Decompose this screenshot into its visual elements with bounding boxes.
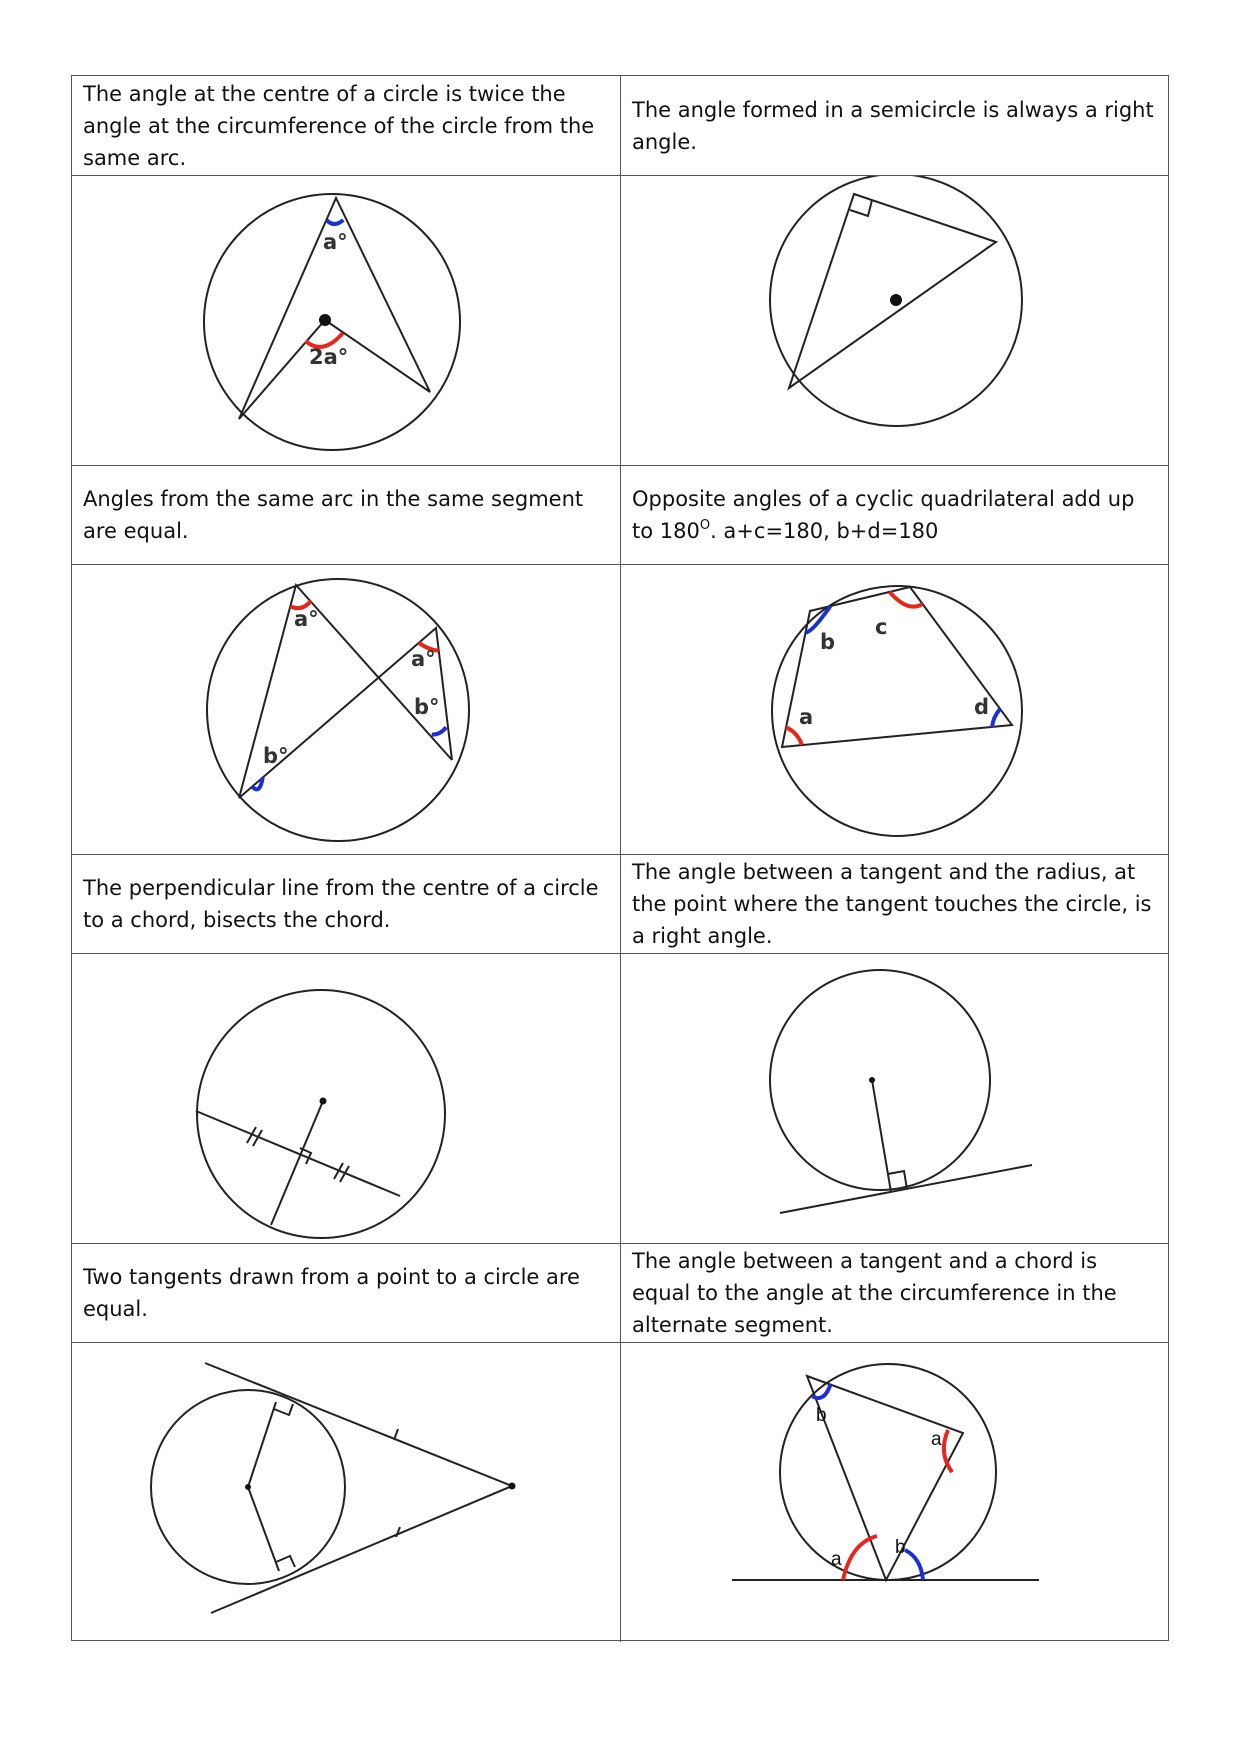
angle-label-a: a° [323,230,348,254]
diagram-same-segment [72,565,621,854]
angle-label-b: b [895,1537,906,1558]
angle-arc-a [327,220,344,224]
tick-mark [396,1527,400,1537]
theorem-text: The angle between a tangent and the radius, at the point where the tangent touches the circle, is a right angle. [632,860,1152,948]
diagram-row-1 [72,175,1168,465]
theorem-cell-2 [621,76,1170,175]
text-part: . a+c=180, b+d=180 [710,519,939,543]
diagram-perpendicular-bisector [72,954,621,1243]
upper-tangent [205,1363,512,1486]
diagram-semicircle [621,176,1170,465]
diagram-two-tangents [72,1343,621,1642]
right-triangle [789,194,996,388]
text-row-3 [72,854,1168,953]
angle-label-a: a [831,1549,842,1570]
two-tangents-figure [72,1343,621,1633]
angle-arc-b-right [432,727,447,734]
angle-label-b: b [820,630,836,654]
right-angle-mark [850,200,872,216]
theorem-cell-4 [621,466,1170,564]
circle [770,970,990,1190]
theorem-cell-5 [72,855,621,953]
angle-label-a: a [799,705,814,729]
perpendicular-bisector-figure [72,954,621,1244]
diagram-tangent-radius [621,954,1170,1243]
angle-label-c: c [875,615,888,639]
text-row-4 [72,1243,1168,1342]
theorem-text: The angle between a tangent and a chord is equal to the angle at the circumference in the alternate segment. [632,1249,1117,1337]
angle-label-b: b [816,1405,827,1426]
theorem-cell-7 [72,1244,621,1342]
angle-label-2a: 2a° [309,345,349,369]
theorem-cell-1 [72,76,621,175]
right-angle-mark [274,1404,293,1415]
theorem-text: Two tangents drawn from a point to a circle are equal. [83,1265,580,1321]
angle-label-d: d [974,695,990,719]
angle-arc-d [992,709,1000,727]
theorem-text: Angles from the same arc in the same segment are equal. [83,487,584,543]
angle-label-b: b° [414,695,440,719]
same-segment-figure [72,565,621,855]
centre-point [869,1077,875,1083]
centre-point [245,1484,251,1490]
diagram-row-2 [72,564,1168,854]
theorem-cell-3 [72,466,621,564]
cyclic-quadrilateral-figure [621,565,1170,855]
centre-point [319,314,331,326]
diagram-row-4 [72,1342,1168,1642]
text-row-2 [72,465,1168,564]
radius [872,1080,891,1192]
angle-label-b: b° [263,744,289,768]
degree-superscript: O [699,518,711,533]
angle-arc-b-left [252,778,263,790]
text-part: Opposite angles of a cyclic quadrilateral add up to 180 [632,487,1135,543]
theorem-text: The perpendicular line from the centre of a circle to a chord, bisects the chord. [83,876,599,932]
lower-tangent [211,1486,512,1613]
lower-radius [248,1487,279,1571]
angle-label-a: a° [411,647,436,671]
angle-label-a: a° [294,607,319,631]
chord [196,1111,400,1196]
perpendicular-line [271,1101,323,1225]
quadrilateral [782,587,1012,747]
theorem-text: The angle formed in a semicircle is always a right angle. [632,97,1154,154]
theorem-text [632,483,1160,547]
theorem-cell-6 [621,855,1170,953]
theorem-cell-8 [621,1244,1170,1342]
circle [197,990,445,1238]
angle-label-a: a [931,1429,942,1450]
tick-mark [394,1429,398,1440]
diagram-alternate-segment [621,1343,1170,1642]
diagram-cyclic-quadrilateral [621,565,1170,854]
right-angle-mark [276,1556,295,1567]
centre-point [320,1098,327,1105]
semicircle-figure [621,176,1170,466]
upper-radius [248,1402,276,1487]
diagram-centre-angle [72,176,621,465]
angle-arc-a [786,727,802,744]
theorem-text: The angle at the centre of a circle is twice the angle at the circumference of the circle from the same arc. [83,81,595,170]
centre-point [890,294,902,306]
angle-arc-c [890,592,923,607]
external-point [509,1483,516,1490]
centre-angle-figure [72,176,621,466]
theorem-table [71,75,1169,1641]
tangent-radius-figure [621,954,1170,1244]
text-row-1 [72,76,1168,175]
diagram-row-3 [72,953,1168,1243]
alternate-segment-figure [621,1343,1170,1633]
